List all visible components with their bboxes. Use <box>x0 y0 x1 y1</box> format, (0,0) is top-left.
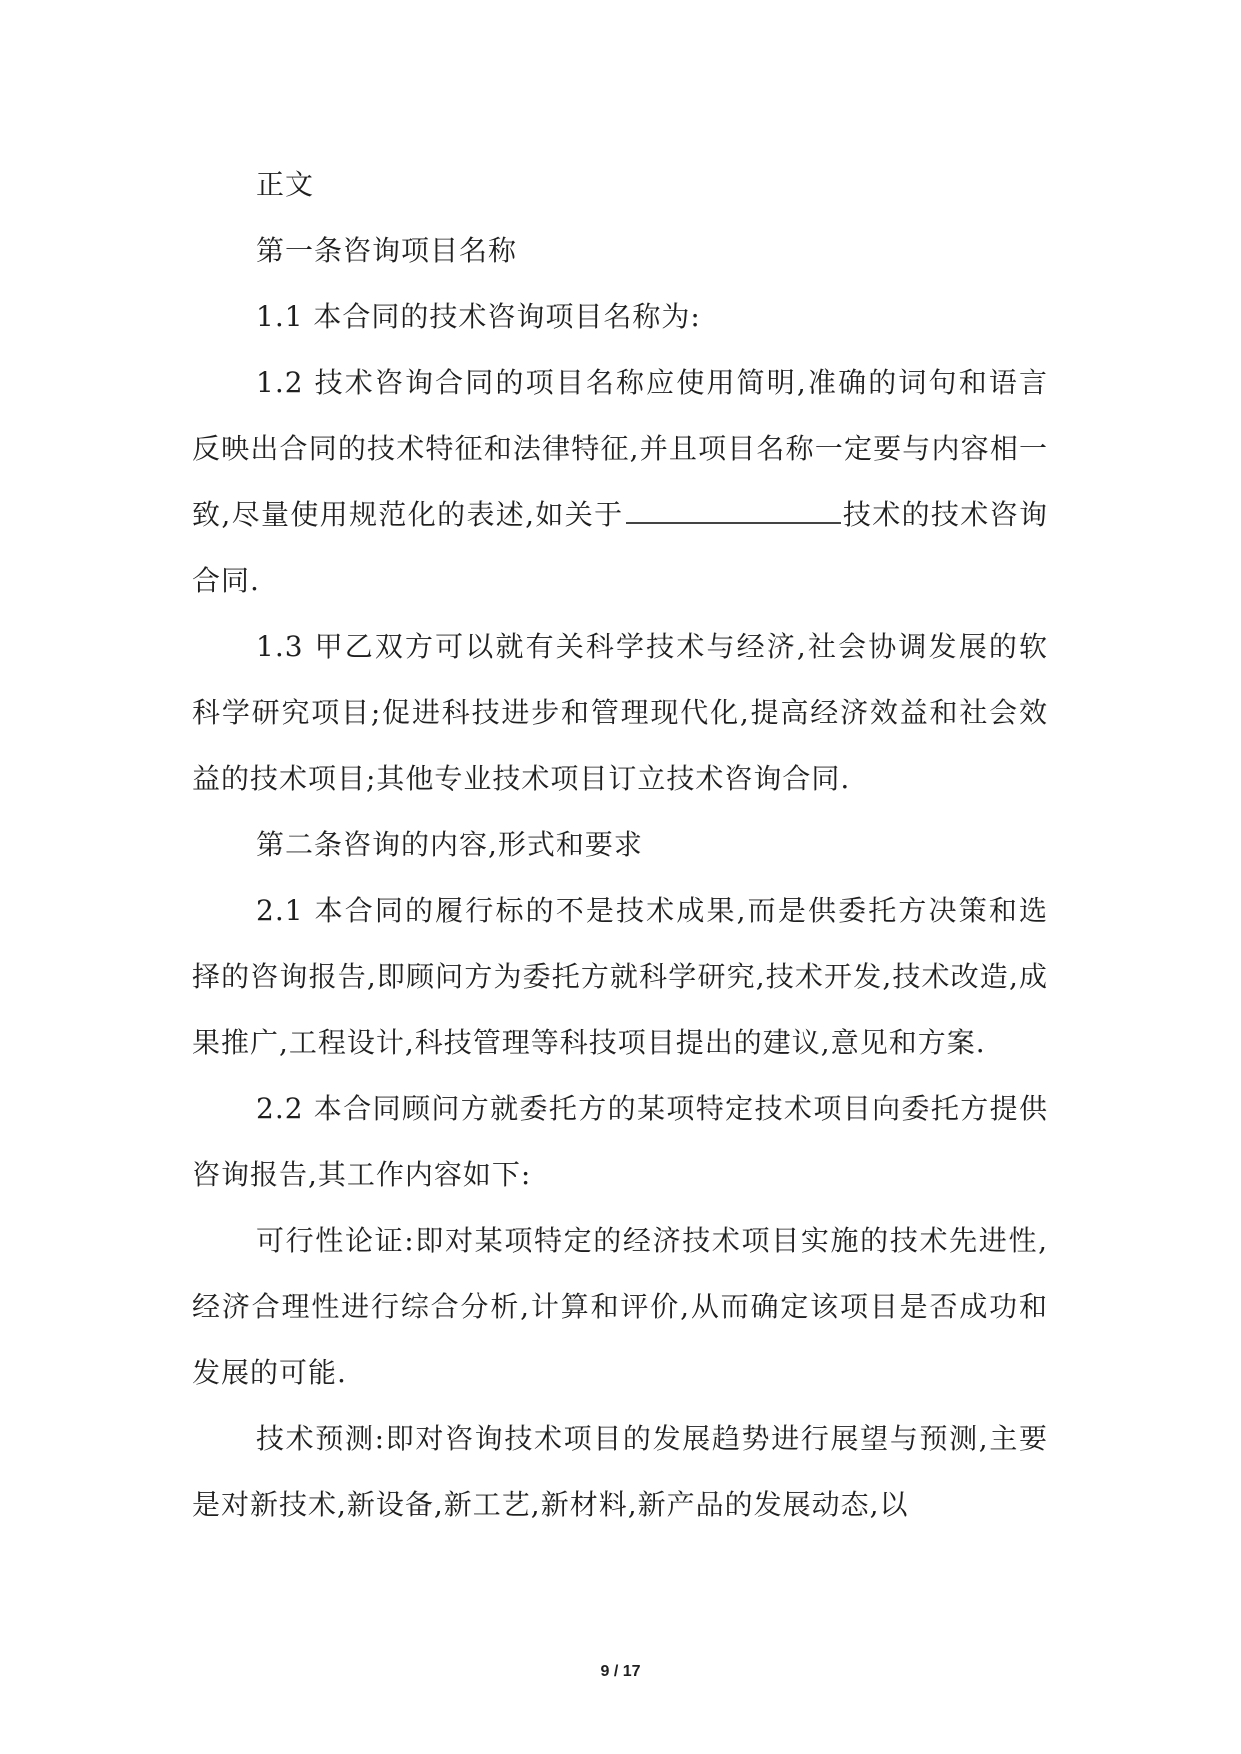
article-one-title: 第一条咨询项目名称 <box>256 234 518 267</box>
page-number: 9 / 17 <box>600 1663 641 1680</box>
clause-1-2-text-after-blank: 技术的技术咨询合同. <box>192 498 1048 597</box>
article-two-title: 第二条咨询的内容,形式和要求 <box>256 828 643 861</box>
clause-1-2 <box>192 350 1048 614</box>
clause-2-1: 2.1 本合同的履行标的不是技术成果,而是供委托方决策和选择的咨询报告,即顾问方为委托方就科学研究,技术开发,技术改造,成果推广,工程设计,科技管理等科技项目提出的建议,意见和方案. <box>192 894 1048 1059</box>
heading-main-text: 正文 <box>256 168 315 201</box>
document-body <box>192 152 1048 1538</box>
clause-1-1: 1.1 本合同的技术咨询项目名称为: <box>256 300 701 333</box>
clause-1-2-text-before-blank: 1.2 技术咨询合同的项目名称应使用简明,准确的词句和语言反映出合同的技术特征和法律特征,并且项目名称一定要与内容相一致,尽量使用规范化的表述,如关于 <box>192 366 1048 531</box>
feasibility-study-paragraph: 可行性论证:即对某项特定的经济技术项目实施的技术先进性,经济合理性进行综合分析,计算和评价,从而确定该项目是否成功和发展的可能. <box>192 1224 1048 1389</box>
clause-2-2: 2.2 本合同顾问方就委托方的某项特定技术项目向委托方提供咨询报告,其工作内容如下: <box>192 1092 1048 1191</box>
fill-in-blank <box>626 521 841 524</box>
clause-1-3: 1.3 甲乙双方可以就有关科学技术与经济,社会协调发展的软科学研究项目;促进科技进步和管理现代化,提高经济效益和社会效益的技术项目;其他专业技术项目订立技术咨询合同. <box>192 630 1048 795</box>
technology-forecast-paragraph: 技术预测:即对咨询技术项目的发展趋势进行展望与预测,主要是对新技术,新设备,新工艺,新材料,新产品的发展动态,以 <box>192 1422 1048 1521</box>
